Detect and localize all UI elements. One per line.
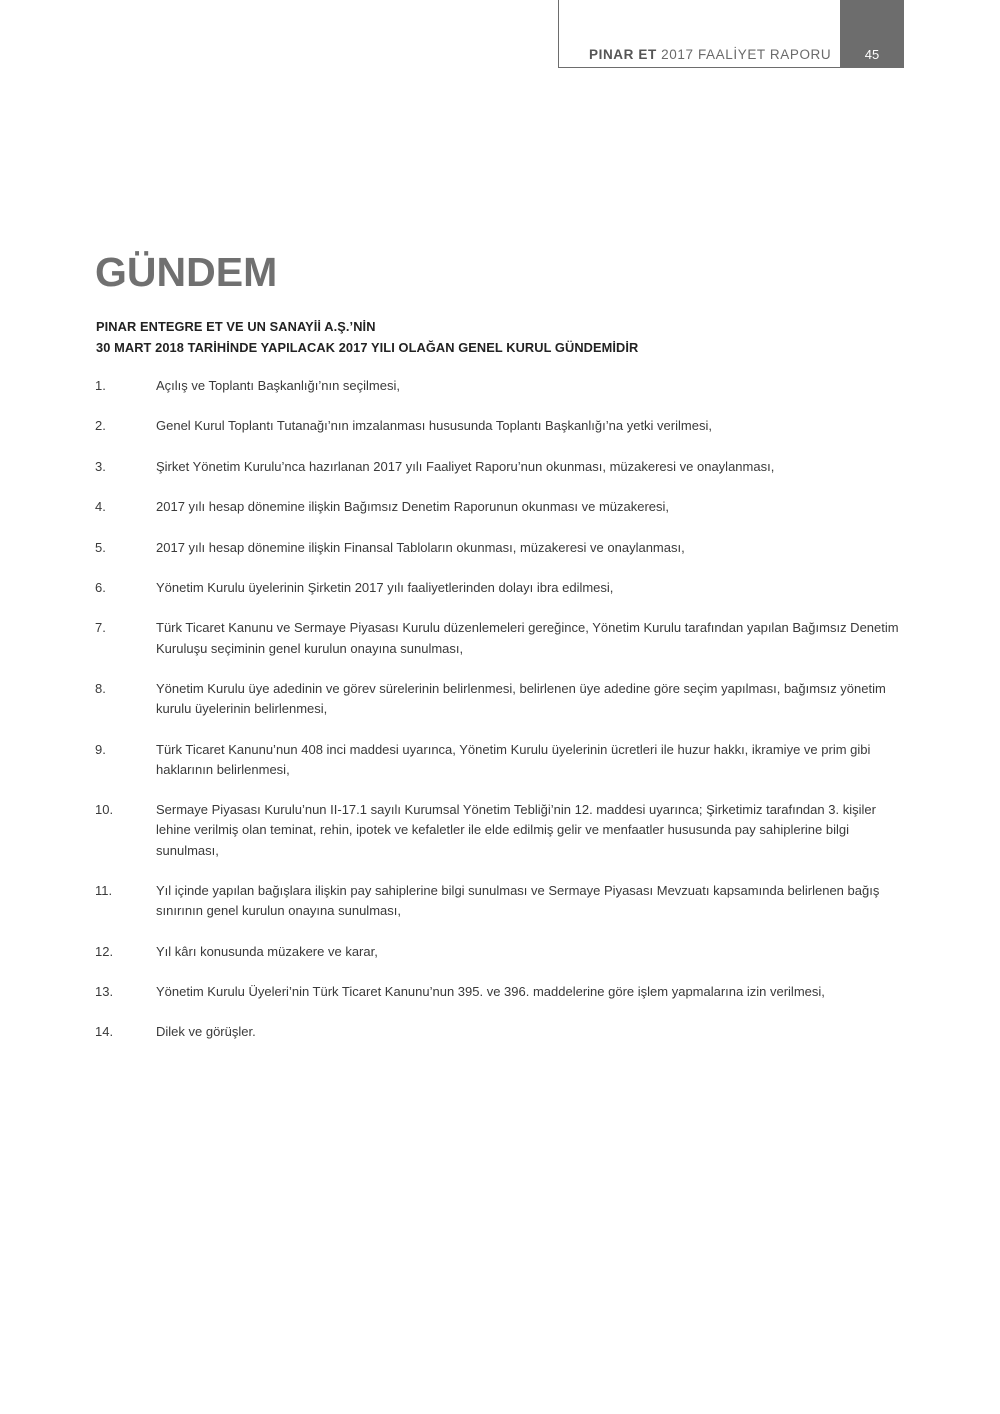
page-header [558,0,904,68]
agenda-item-text: Yıl içinde yapılan bağışlara ilişkin pay sahiplerine bilgi sunulması ve Sermaye Piyasası Mevzuatı kapsamında belirlenen bağış sınırının genel kurulun onayına sunulması, [156,882,880,919]
page-title: GÜNDEM [95,249,278,295]
agenda-item [95,942,910,962]
agenda-item [95,982,910,1002]
agenda-item-number: 5. [95,539,106,555]
agenda-item-text: Şirket Yönetim Kurulu’nca hazırlanan 2017 yılı Faaliyet Raporu’nun okunması, müzakeresi ve onaylanması, [156,458,775,474]
subtitle-line-2: 30 MART 2018 TARİHİNDE YAPILACAK 2017 YILI OLAĞAN GENEL KURUL GÜNDEMİDİR [96,340,639,355]
agenda-item [95,376,910,396]
agenda-item [95,538,910,558]
header-brand: PINAR ET [589,47,657,62]
agenda-item [95,416,910,436]
agenda-item [95,740,910,780]
agenda-item-number: 9. [95,741,106,757]
agenda-item-number: 14. [95,1024,114,1040]
agenda-subtitle [96,316,638,358]
agenda-item-text: Dilek ve görüşler. [156,1024,256,1040]
agenda-item [95,618,910,658]
agenda-item [95,679,910,719]
agenda-item-number: 12. [95,943,114,959]
agenda-item-text: Türk Ticaret Kanunu’nun 408 inci maddesi uyarınca, Yönetim Kurulu üyelerinin ücretleri ile huzur hakkı, ikramiye ve prim gibi haklarının belirlenmesi, [156,741,871,777]
agenda-item-number: 6. [95,579,106,595]
agenda-item [95,1022,910,1042]
agenda-item-text: Yönetim Kurulu üye adedinin ve görev sürelerinin belirlenmesi, belirlenen üye adedine göre seçim yapılması, bağımsız yönetim kurulu üyelerinin belirlenmesi, [156,680,886,717]
agenda-item-text: Genel Kurul Toplantı Tutanağı’nın imzalanması hususunda Toplantı Başkanlığı’na yetki verilmesi, [156,418,712,434]
agenda-item [95,457,910,477]
agenda-item-number: 10. [95,802,114,818]
agenda-item-text: 2017 yılı hesap dönemine ilişkin Finansal Tabloların okunması, müzakeresi ve onaylanması, [156,539,685,555]
agenda-item [95,800,910,861]
agenda-item-number: 2. [95,418,106,434]
agenda-item [95,578,910,598]
agenda-list [95,376,910,1063]
agenda-item-text: Yönetim Kurulu Üyeleri’nin Türk Ticaret Kanunu’nun 395. ve 396. maddelerine göre işlem yapmalarına izin verilmesi, [156,983,825,999]
agenda-item [95,881,910,921]
agenda-item-text: Türk Ticaret Kanunu ve Sermaye Piyasası Kurulu düzenlemeleri gereğince, Yönetim Kurulu tarafından yapılan Bağımsız Denetim Kuruluşu seçiminin genel kurulun onayına sunulması, [156,620,899,656]
agenda-item-text: Sermaye Piyasası Kurulu’nun II-17.1 sayılı Kurumsal Yönetim Tebliği’nin 12. maddesi uyarınca; Şirketimiz tarafından 3. kişiler lehine verilmiş olan teminat, rehin, ipotek ve kefaletler ile elde edilmiş gelir ve menfaatler hususunda pay sahiplerine bilgi sunulması, [156,802,876,858]
agenda-item-text: 2017 yılı hesap dönemine ilişkin Bağımsız Denetim Raporunun okunması ve müzakeresi, [156,499,670,515]
agenda-item-text: Yönetim Kurulu üyelerinin Şirketin 2017 yılı faaliyetlerinden dolayı ibra edilmesi, [156,579,614,595]
agenda-item-number: 3. [95,458,106,474]
agenda-item-number: 13. [95,983,114,999]
header-report: 2017 FAALİYET RAPORU [661,47,832,62]
agenda-item [95,497,910,517]
agenda-item-number: 1. [95,378,106,393]
agenda-item-number: 4. [95,499,106,515]
agenda-item-number: 8. [95,680,106,696]
page-number: 45 [840,0,904,68]
header-title [589,47,831,62]
agenda-item-number: 7. [95,620,106,636]
agenda-item-number: 11. [95,882,113,898]
agenda-item-text: Açılış ve Toplantı Başkanlığı’nın seçilmesi, [156,378,400,393]
agenda-item-text: Yıl kârı konusunda müzakere ve karar, [156,943,378,959]
subtitle-line-1: PINAR ENTEGRE ET VE UN SANAYİİ A.Ş.’NİN [96,319,376,334]
